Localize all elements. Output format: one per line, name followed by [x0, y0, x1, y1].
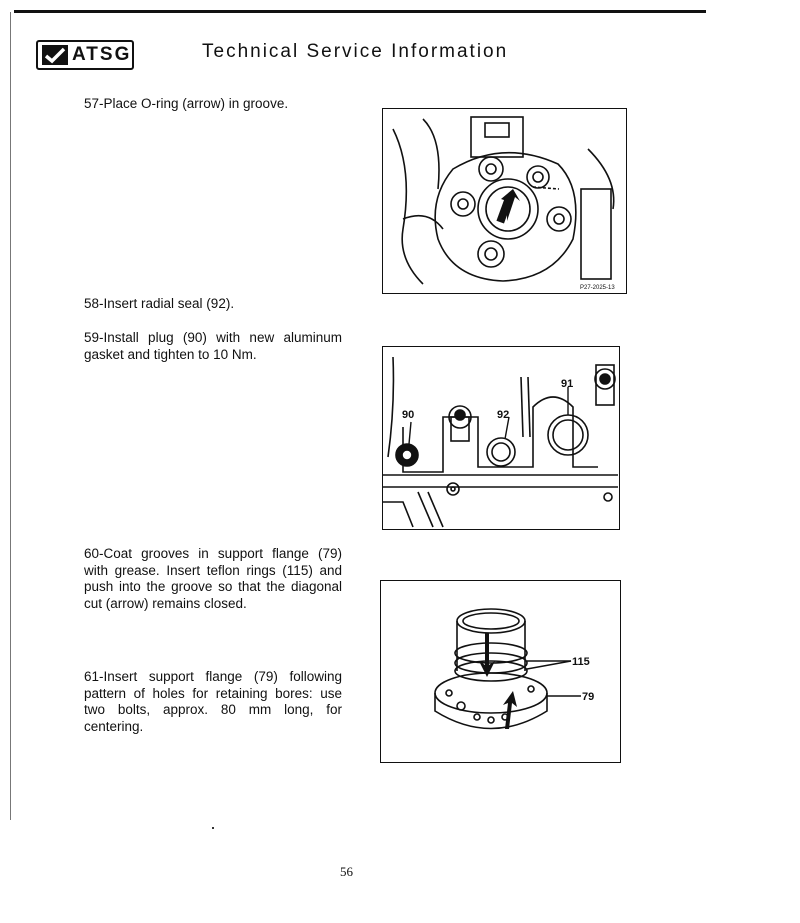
checkmark-icon — [42, 45, 68, 65]
scan-speck — [212, 827, 214, 829]
step-57: 57-Place O-ring (arrow) in groove. — [84, 96, 289, 111]
figure-support-flange — [380, 580, 621, 763]
page-number: 56 — [340, 864, 353, 879]
step-60: 60-Coat grooves in support flange (79) with grease. Insert teflon rings (115) and push into the groove so that the diagonal cut (arrow) remains closed. — [84, 546, 342, 611]
callout-91: 91 — [561, 378, 574, 390]
page-margin-line — [10, 12, 11, 820]
logo-text: ATSG — [72, 44, 132, 65]
callout-79: 79 — [582, 691, 595, 703]
callout-92: 92 — [497, 409, 510, 421]
header-title: Technical Service Information — [202, 41, 509, 62]
step-61: 61-Insert support flange (79) following pattern of holes for retaining bores: use two bolts, approx. 80 mm long, for centering. — [84, 669, 342, 734]
step-59: 59-Install plug (90) with new aluminum gasket and tighten to 10 Nm. — [84, 330, 342, 362]
figure-plug-seal — [382, 346, 620, 530]
step-58: 58-Insert radial seal (92). — [84, 296, 235, 311]
header-rule — [14, 10, 706, 13]
atsg-logo — [36, 40, 134, 70]
callout-115: 115 — [572, 656, 590, 668]
figure-code: P27-2025-13 — [580, 285, 615, 291]
figure-oring-groove — [382, 108, 627, 294]
callout-90: 90 — [402, 409, 415, 421]
